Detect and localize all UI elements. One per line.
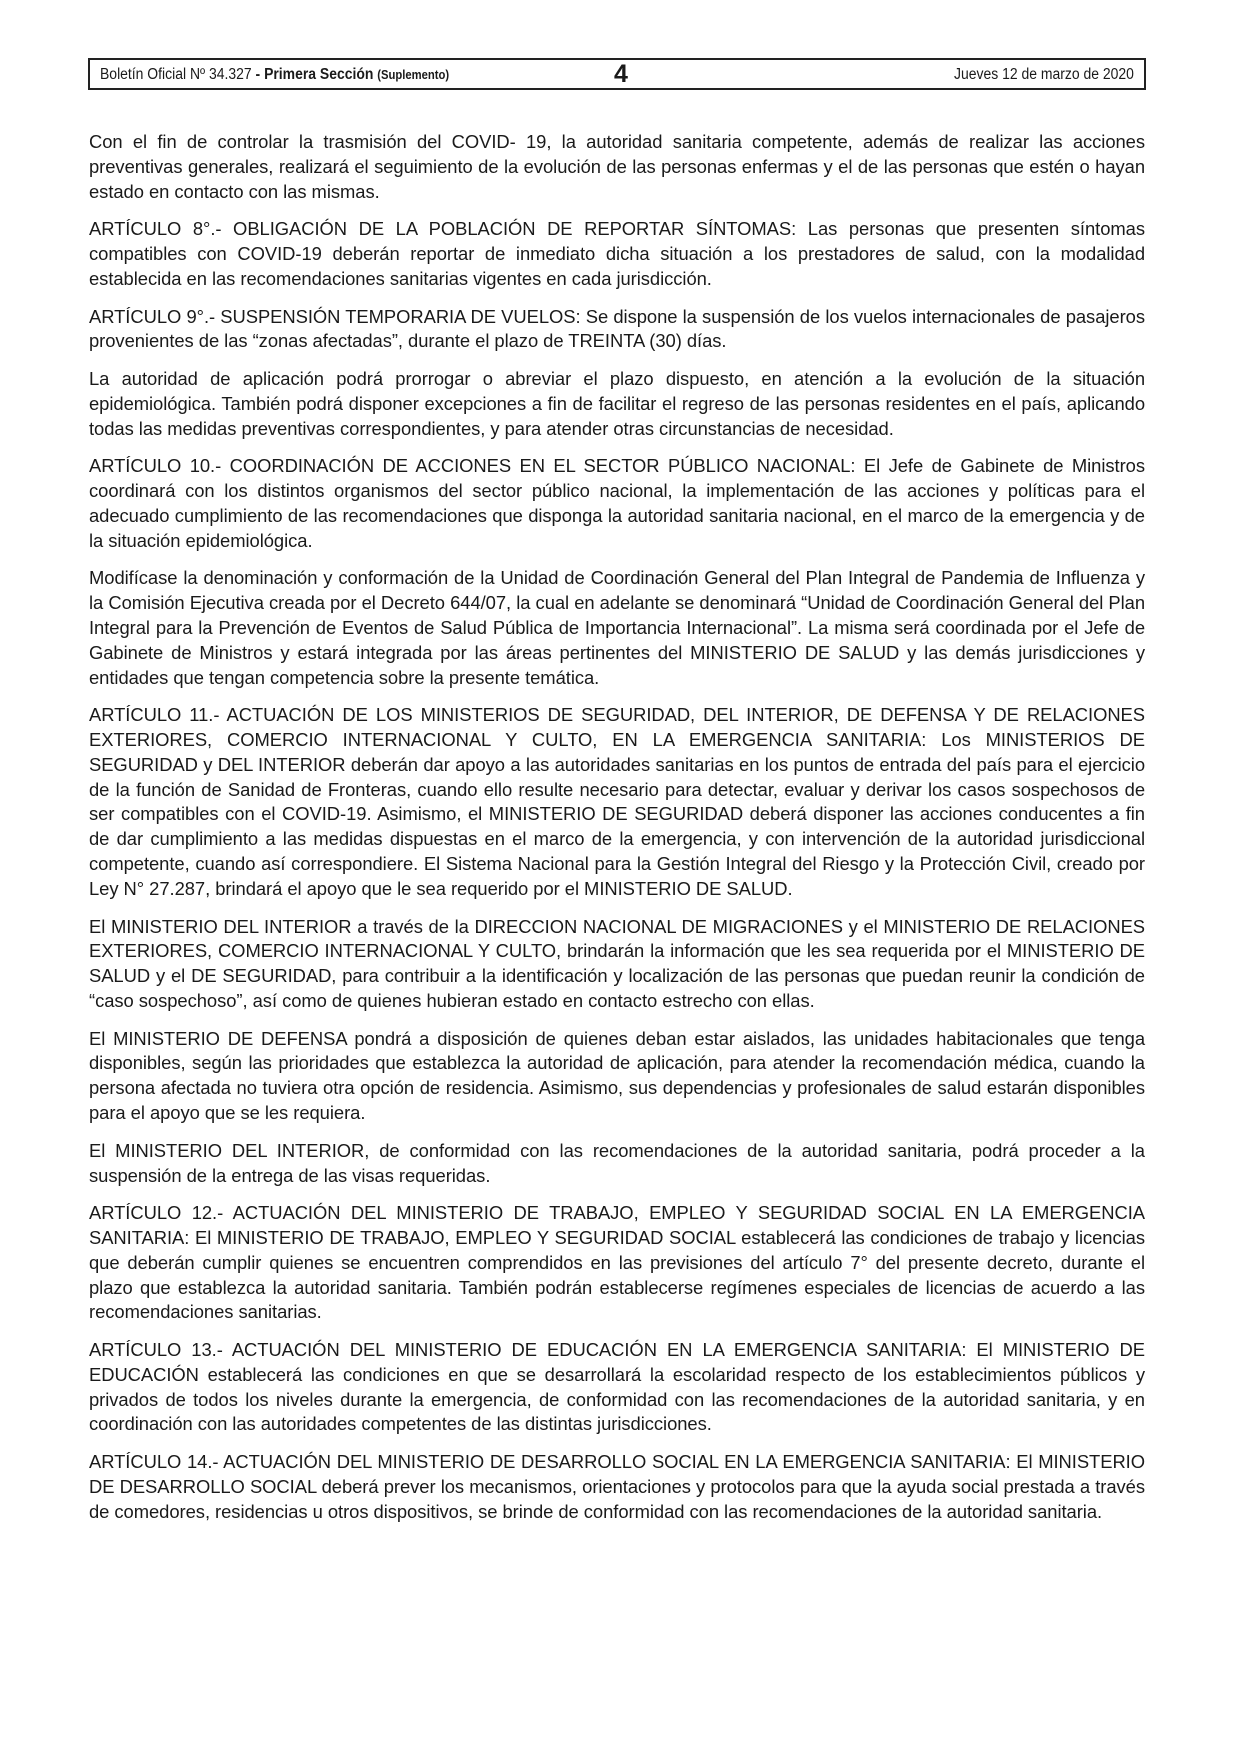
header-separator: - <box>251 66 265 83</box>
header-publication-info <box>100 66 449 84</box>
paragraph-articulo-11-defensa: El MINISTERIO DE DEFENSA pondrá a disposición de quienes deban estar aislados, las unidades habitacionales que tenga disponibles, según las prioridades que establezca la autoridad de aplicación, para atender la recomendación médica, cuando la persona afectada no tuviera otra opción de residencia. Asimismo, sus dependencias y profesionales de salud estarán disponibles para el apoyo que se les requiera. <box>89 1027 1145 1124</box>
document-body <box>89 130 1145 1537</box>
paragraph-articulo-10: ARTÍCULO 10.- COORDINACIÓN DE ACCIONES EN EL SECTOR PÚBLICO NACIONAL: El Jefe de Gabinete de Ministros coordinará con los distintos organismos del sector público nacional, la implementación de las acciones y políticas para el adecuado cumplimiento de las recomendaciones que disponga la autoridad sanitaria nacional, en el marco de la emergencia y de la situación epidemiológica. <box>89 455 1145 551</box>
page-header <box>88 58 1146 90</box>
paragraph-articulo-14: ARTÍCULO 14.- ACTUACIÓN DEL MINISTERIO DE DESARROLLO SOCIAL EN LA EMERGENCIA SANITARIA: El MINISTERIO DE DESARROLLO SOCIAL deberá prever los mecanismos, orientaciones y protocolos para que la ayuda social prestada a través de comedores, residencias u otros dispositivos, se brinde de conformidad con las recomendaciones de la autoridad sanitaria. <box>89 1451 1145 1522</box>
paragraph-articulo-13: ARTÍCULO 13.- ACTUACIÓN DEL MINISTERIO DE EDUCACIÓN EN LA EMERGENCIA SANITARIA: El MINISTERIO DE EDUCACIÓN establecerá las condiciones en que se desarrollará la escolaridad respecto de los establecimientos públicos y privados de todos los niveles durante la emergencia, de conformidad con las recomendaciones de la autoridad sanitaria, y en coordinación con las autoridades competentes de las distintas jurisdicciones. <box>89 1339 1145 1435</box>
paragraph-articulo-11: ARTÍCULO 11.- ACTUACIÓN DE LOS MINISTERIOS DE SEGURIDAD, DEL INTERIOR, DE DEFENSA Y DE RELACIONES EXTERIORES, COMERCIO INTERNACIONAL Y CULTO, EN LA EMERGENCIA SANITARIA: Los MINISTERIOS DE SEGURIDAD y DEL INTERIOR deberán dar apoyo a las autoridades sanitarias en los puntos de entrada del país para el ejercicio de la función de Sanidad de Fronteras, cuando ello resulte necesario para detectar, evaluar y derivar los casos sospechosos de ser compatibles con el COVID-19. Asimismo, el MINISTERIO DE SEGURIDAD deberá disponer las acciones conducentes a fin de dar cumplimiento a las medidas dispuestas en el marco de la emergencia, y con intervención de la autoridad jurisdiccional competente, cuando así correspondiere. El Sistema Nacional para la Gestión Integral del Riesgo y la Protección Civil, creado por Ley N° 27.287, brindará el apoyo que le sea requerido por el MINISTERIO DE SALUD. <box>89 704 1145 899</box>
header-date: Jueves 12 de marzo de 2020 <box>954 66 1134 83</box>
paragraph-intro: Con el fin de controlar la trasmisión del COVID- 19, la autoridad sanitaria competente, además de realizar las acciones preventivas generales, realizará el seguimiento de la evolución de las personas enfermas y el de las personas que estén o hayan estado en contacto con las mismas. <box>89 131 1145 202</box>
page-number: 4 <box>614 60 628 88</box>
paragraph-articulo-12: ARTÍCULO 12.- ACTUACIÓN DEL MINISTERIO DE TRABAJO, EMPLEO Y SEGURIDAD SOCIAL EN LA EMERGENCIA SANITARIA: El MINISTERIO DE TRABAJO, EMPLEO Y SEGURIDAD SOCIAL establecerá las condiciones de trabajo y licencias que deberán cumplir quienes se encuentren comprendidos en las previsiones del artículo 7° del presente decreto, durante el plazo que establezca la autoridad sanitaria. También podrán establecerse regímenes especiales de licencias de acuerdo a las recomendaciones sanitarias. <box>89 1202 1145 1323</box>
paragraph-articulo-11-interior: El MINISTERIO DEL INTERIOR a través de la DIRECCION NACIONAL DE MIGRACIONES y el MINISTERIO DE RELACIONES EXTERIORES, COMERCIO INTERNACIONAL Y CULTO, brindarán la información que les sea requerida por el MINISTERIO DE SALUD y el DE SEGURIDAD, para contribuir a la identificación y localización de las personas que puedan reunir la condición de “caso sospechoso”, así como de quienes hubieran estado en contacto estrecho con ellas. <box>89 915 1145 1011</box>
paragraph-articulo-8: ARTÍCULO 8°.- OBLIGACIÓN DE LA POBLACIÓN DE REPORTAR SÍNTOMAS: Las personas que presenten síntomas compatibles con COVID-19 deberán reportar de inmediato dicha situación a los prestadores de salud, con la modalidad establecida en las recomendaciones sanitarias vigentes en cada jurisdicción. <box>89 218 1145 289</box>
header-supplement: (Suplemento) <box>377 68 450 82</box>
header-section: Primera Sección <box>264 66 374 83</box>
header-publication: Boletín Oficial Nº 34.327 <box>100 66 252 83</box>
paragraph-articulo-9-cont: La autoridad de aplicación podrá prorrogar o abreviar el plazo dispuesto, en atención a la evolución de la situación epidemiológica. También podrá disponer excepciones a fin de facilitar el regreso de las personas residentes en el país, aplicando todas las medidas preventivas correspondientes, y para atender otras circunstancias de necesidad. <box>89 368 1145 439</box>
paragraph-articulo-10-cont: Modifícase la denominación y conformación de la Unidad de Coordinación General del Plan Integral de Pandemia de Influenza y la Comisión Ejecutiva creada por el Decreto 644/07, la cual en adelante se denominará “Unidad de Coordinación General del Plan Integral para la Prevención de Eventos de Salud Pública de Importancia Internacional”. La misma será coordinada por el Jefe de Gabinete de Ministros y estará integrada por las áreas pertinentes del MINISTERIO DE SALUD y las demás jurisdicciones y entidades que tengan competencia sobre la presente temática. <box>89 567 1145 688</box>
paragraph-articulo-11-visas: El MINISTERIO DEL INTERIOR, de conformidad con las recomendaciones de la autoridad sanitaria, podrá proceder a la suspensión de la entrega de las visas requeridas. <box>89 1139 1145 1186</box>
paragraph-articulo-9: ARTÍCULO 9°.- SUSPENSIÓN TEMPORARIA DE VUELOS: Se dispone la suspensión de los vuelos internacionales de pasajeros provenientes de las “zonas afectadas”, durante el plazo de TREINTA (30) días. <box>89 305 1145 352</box>
